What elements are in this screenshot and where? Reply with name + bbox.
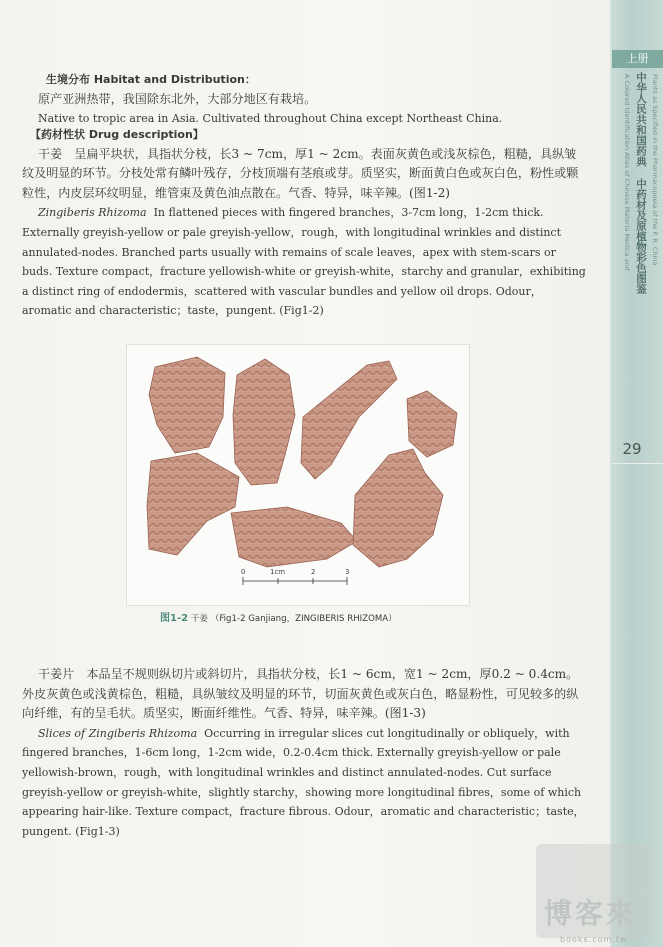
volume-tab: 上册 xyxy=(612,50,663,68)
sidebar-title-en: A Colored Identification Atlas of Chinese Materia Medica and xyxy=(623,74,631,271)
habitat-heading: 生境分布 Habitat and Distribution： xyxy=(46,73,256,86)
slices-en xyxy=(22,724,586,842)
slices-section xyxy=(22,665,586,841)
page-number: 29 xyxy=(622,440,642,458)
slices-en-name: Slices of Zingiberis Rhizoma xyxy=(38,726,198,740)
drug-en xyxy=(22,203,586,321)
habitat-cn: 原产亚洲热带，我国除东北外，大部分地区有栽培。 xyxy=(38,91,317,106)
scale-bar xyxy=(241,568,349,585)
sidebar-title-en-2: Plants as Specified in the Pharmacopoeia of the P. R. China xyxy=(651,74,659,266)
sidebar-title-cn: 中华人民共和国药典 中药材及原植物彩色图鉴 xyxy=(635,72,647,294)
drug-en-name: Zingiberis Rhizoma xyxy=(38,206,147,220)
drug-heading: 【药材性状 Drug description】 xyxy=(30,128,204,141)
slices-en-text: Occurring in irregular slices cut longitudinally or obliquely，with fingered branches，1-6cm long，1-2cm wide，0.2-0.4cm thick. Externally greyish-yellow or pale yellowish-brown，rough，with longitudinal wrinkles and distinct annulated-nodes. Cut surface greyish-yellow or greyish-white，slightly starchy，showing more longitudinal fibres，some of which appearing hair-like. Texture compact，fracture fibrous. Odour，aromatic and characteristic；taste，pungent. (Fig1-3) xyxy=(22,726,585,838)
drug-section xyxy=(22,125,586,321)
scale-label-2: 2 xyxy=(311,568,316,576)
scale-label-1: 1cm xyxy=(270,568,286,576)
specimen-photo xyxy=(126,344,470,606)
watermark-subtext: books.com.tw xyxy=(560,935,628,944)
figure-label: 图1-2 xyxy=(160,613,189,624)
ginger-pieces-image xyxy=(127,345,469,605)
slices-cn: 干姜片 本品呈不规则纵切片或斜切片，具指状分枝，长1 ~ 6cm，宽1 ~ 2cm，厚0.2 ~ 0.4cm。外皮灰黄色或浅黄棕色，粗糙，具纵皱纹及明显的环节，切面灰黄色或灰白色，略显粉性，可见较多的纵向纤维，有的呈毛状。质坚实，断面纤维性。气香、特异，味辛辣。(图1-3) xyxy=(22,667,579,721)
figure-caption-en: （Fig1-2 Ganjiang，ZINGIBERIS RHIZOMA） xyxy=(210,614,397,624)
scale-label-3: 3 xyxy=(345,568,350,576)
habitat-en: Native to tropic area in Asia. Cultivated throughout China except Northeast China. xyxy=(38,112,503,126)
sidebar-divider xyxy=(612,463,663,464)
figure-caption-cn: 干姜 xyxy=(190,614,209,624)
habitat-section xyxy=(22,70,586,129)
scale-label-0: 0 xyxy=(241,568,246,576)
figure-caption xyxy=(160,609,450,624)
drug-cn: 干姜 呈扁平块状，具指状分枝，长3 ~ 7cm，厚1 ~ 2cm。表面灰黄色或浅灰棕色，粗糙，具纵皱纹及明显的环节。分枝处常有鳞叶残存，分枝顶端有茎痕或芽。质坚实，断面黄白色或灰白色，粉性或颗粒性，内皮层环纹明显，维管束及黄色油点散在。气香、特异，味辛辣。(图1-2) xyxy=(22,146,579,200)
drug-en-text: In flattened pieces with fingered branches，3-7cm long，1-2cm thick. Externally greyish-yellow or pale greyish-yellow，rough，with longitudinal wrinkles and distinct annulated-nodes. Branched parts usually with remains of scale leaves，apex with stem-scars or buds. Texture compact，fracture yellowish-white or greyish-white，starchy and granular，exhibiting a distinct ring of endodermis，scattered with vascular bundles and yellow oil drops. Odour，aromatic and characteristic；taste，pungent. (Fig1-2) xyxy=(22,206,586,318)
watermark-text: 博客來 xyxy=(544,897,638,930)
